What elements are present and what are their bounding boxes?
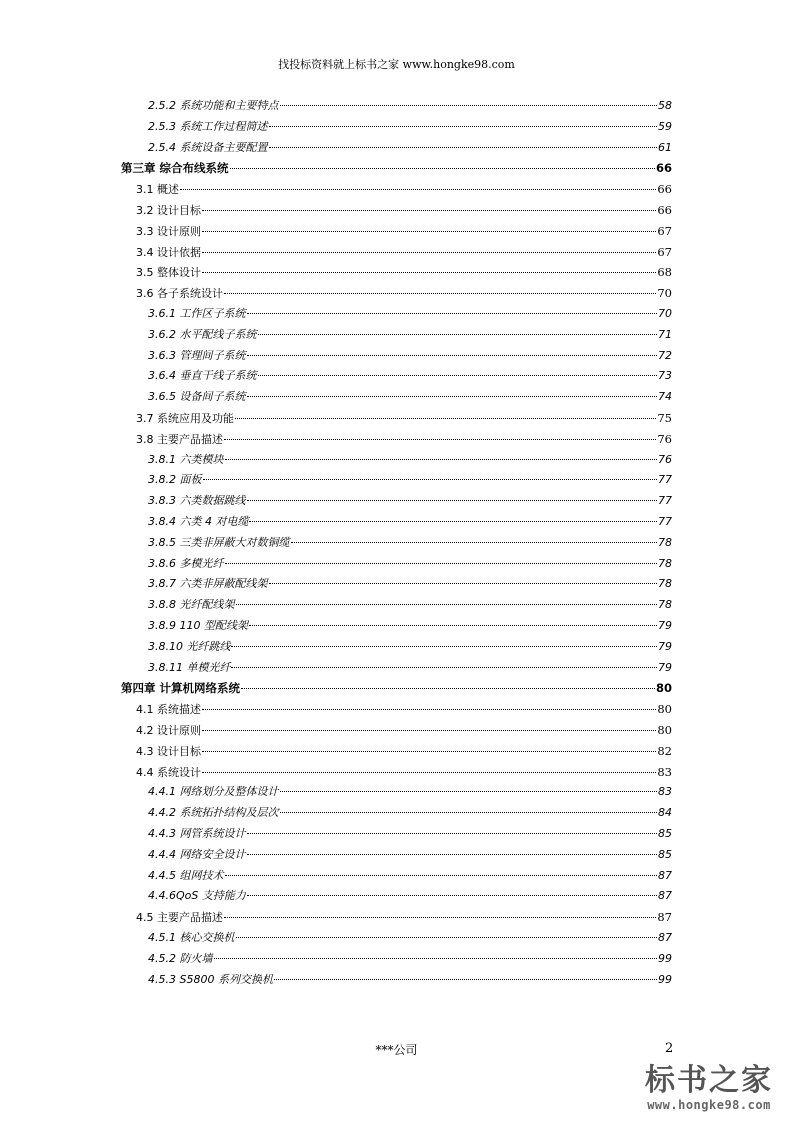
- footer-page-number: 2: [665, 1041, 674, 1056]
- toc-entry-label: 3.8.8 光纤配线架: [148, 598, 235, 612]
- toc-entry[interactable]: [148, 824, 672, 844]
- toc-leader-dots: [247, 354, 658, 356]
- toc-entry[interactable]: [148, 866, 672, 886]
- toc-entry-page: 87: [657, 910, 672, 925]
- toc-entry-label: 3.8.9 110 型配线架: [148, 619, 248, 632]
- toc-entry[interactable]: [148, 450, 672, 470]
- toc-entry[interactable]: [148, 782, 672, 802]
- toc-entry[interactable]: [148, 886, 672, 906]
- toc-entry-label: 3.6.5 设备间子系统: [148, 390, 246, 404]
- toc-entry-page: 85: [658, 827, 672, 840]
- toc-entry-page: 80: [657, 702, 672, 717]
- toc-entry[interactable]: [148, 470, 672, 490]
- toc-chapter-entry[interactable]: [121, 678, 672, 698]
- toc-entry[interactable]: [136, 242, 672, 262]
- toc-entry[interactable]: [136, 762, 672, 782]
- toc-leader-dots: [247, 395, 658, 397]
- watermark-logo: [628, 1064, 790, 1118]
- toc-leader-dots: [214, 957, 658, 959]
- toc-entry[interactable]: [148, 637, 672, 657]
- toc-entry-page: 85: [658, 847, 672, 861]
- toc-entry-label: 4.4.6QoS 支持能力: [148, 889, 246, 903]
- toc-entry-page: 67: [657, 244, 672, 259]
- toc-leader-dots: [247, 894, 657, 896]
- toc-entry-label: 3.8.7 六类非屏蔽配线架: [148, 577, 268, 591]
- toc-entry-label: 4.4.4 网络安全设计: [148, 847, 246, 861]
- toc-entry[interactable]: [148, 616, 672, 636]
- toc-entry-page: 87: [658, 931, 672, 944]
- toc-entry-page: 66: [655, 161, 672, 176]
- footer-company: ***公司: [375, 1043, 418, 1057]
- logo-title: 标书之家: [645, 1063, 773, 1098]
- toc-entry-page: 80: [655, 681, 672, 696]
- toc-entry-label: 3.8.6 多模光纤: [148, 556, 224, 570]
- toc-leader-dots: [203, 478, 658, 480]
- toc-leader-dots: [247, 832, 658, 834]
- toc-entry-label: 4.4.3 网管系统设计: [148, 827, 246, 840]
- toc-entry-page: 99: [658, 951, 672, 965]
- toc-entry-page: 78: [658, 556, 672, 570]
- toc-leader-dots: [249, 520, 657, 522]
- toc-leader-dots: [249, 624, 657, 626]
- toc-entry-label: 3.6 各子系统设计: [136, 287, 223, 301]
- toc-entry[interactable]: [148, 96, 672, 116]
- toc-leader-dots: [202, 750, 656, 752]
- toc-entry-label: 第四章 计算机网络系统: [121, 681, 241, 696]
- toc-entry[interactable]: [136, 221, 672, 241]
- toc-entry-label: 4.4.2 系统拓扑结构及层次: [148, 806, 279, 820]
- toc-leader-dots: [258, 374, 658, 376]
- toc-entry-page: 71: [658, 327, 672, 341]
- toc-entry-label: 3.6.4 垂直干线子系统: [148, 369, 257, 383]
- toc-leader-dots: [202, 708, 656, 710]
- toc-entry-label: 3.8.5 三类非屏蔽大对数铜缆: [148, 535, 290, 549]
- toc-entry-label: 3.3 设计原则: [136, 224, 201, 238]
- toc-entry[interactable]: [148, 595, 672, 615]
- toc-leader-dots: [225, 562, 658, 564]
- toc-entry-label: 2.5.3 系统工作过程简述: [148, 119, 268, 133]
- toc-entry[interactable]: [148, 928, 672, 948]
- toc-entry[interactable]: [136, 429, 672, 449]
- toc-entry-page: 75: [657, 411, 672, 425]
- toc-entry[interactable]: [136, 907, 672, 927]
- toc-entry-label: 第三章 综合布线系统: [121, 161, 229, 176]
- toc-entry-label: 3.6.3 管理间子系统: [148, 348, 246, 362]
- toc-entry[interactable]: [148, 554, 672, 574]
- toc-entry-page: 61: [658, 140, 672, 154]
- toc-entry-page: 78: [658, 535, 672, 549]
- toc-entry-label: 3.8.10 光纤跳线: [148, 639, 231, 653]
- toc-leader-dots: [291, 541, 658, 543]
- toc-entry-page: 84: [658, 806, 672, 820]
- toc-entry-page: 79: [658, 660, 672, 674]
- toc-entry-page: 82: [657, 743, 672, 758]
- toc-leader-dots: [202, 771, 656, 773]
- toc-leader-dots: [225, 458, 658, 460]
- toc-leader-dots: [202, 230, 656, 232]
- toc-leader-dots: [231, 666, 657, 668]
- toc-entry[interactable]: [148, 970, 672, 990]
- toc-leader-dots: [269, 146, 658, 148]
- toc-leader-dots: [231, 645, 657, 647]
- toc-leader-dots: [247, 853, 658, 855]
- toc-leader-dots: [202, 271, 656, 273]
- toc-entry-label: 3.1 概述: [136, 183, 179, 197]
- toc-entry[interactable]: [148, 304, 672, 324]
- toc-entry[interactable]: [136, 741, 672, 761]
- toc-entry-label: 3.7 系统应用及功能: [136, 412, 234, 425]
- toc-leader-dots: [225, 874, 658, 876]
- toc-entry-page: 66: [657, 182, 672, 197]
- toc-entry-label: 4.1 系统描述: [136, 703, 201, 717]
- logo-url: www.hongke98.com: [647, 1098, 771, 1112]
- toc-leader-dots: [280, 811, 658, 813]
- toc-entry[interactable]: [148, 138, 672, 158]
- toc-entry-label: 4.5 主要产品描述: [136, 911, 223, 925]
- toc-leader-dots: [269, 582, 658, 584]
- toc-entry[interactable]: [136, 699, 672, 719]
- toc-leader-dots: [269, 125, 658, 127]
- toc-entry-label: 4.2 设计原则: [136, 724, 201, 737]
- toc-leader-dots: [236, 936, 658, 938]
- toc-entry-label: 3.8.3 六类数据跳线: [148, 494, 246, 508]
- toc-entry[interactable]: [136, 408, 672, 428]
- toc-entry[interactable]: [148, 346, 672, 366]
- toc-entry[interactable]: [148, 117, 672, 137]
- toc-leader-dots: [241, 687, 655, 689]
- toc-entry-page: 73: [658, 369, 672, 383]
- toc-leader-dots: [258, 333, 658, 335]
- toc-entry-page: 70: [657, 286, 672, 301]
- toc-entry[interactable]: [148, 803, 672, 823]
- toc-entry-label: 4.5.3 S5800 系列交换机: [148, 972, 273, 986]
- toc-entry-label: 4.5.2 防火墙: [148, 951, 213, 965]
- toc-leader-dots: [247, 312, 658, 314]
- toc-entry[interactable]: [136, 200, 672, 220]
- toc-leader-dots: [224, 438, 656, 440]
- toc-entry-page: 78: [658, 598, 672, 612]
- toc-entry[interactable]: [136, 283, 672, 303]
- toc-entry-label: 3.8.4 六类 4 对电缆: [148, 515, 249, 528]
- toc-entry-page: 87: [658, 868, 672, 882]
- toc-leader-dots: [235, 417, 656, 419]
- toc-entry-label: 3.4 设计依据: [136, 245, 201, 259]
- toc-leader-dots: [224, 292, 656, 294]
- toc-entry-page: 87: [658, 889, 672, 903]
- toc-entry-page: 58: [658, 99, 672, 112]
- toc-leader-dots: [202, 251, 656, 253]
- toc-entry-label: 3.8 主要产品描述: [136, 432, 223, 446]
- toc-leader-dots: [280, 104, 658, 106]
- toc-entry-page: 59: [658, 119, 672, 133]
- toc-entry[interactable]: [136, 262, 672, 282]
- toc-entry-page: 76: [658, 452, 672, 466]
- toc-leader-dots: [274, 978, 657, 980]
- toc-entry-page: 77: [658, 515, 672, 528]
- toc-entry[interactable]: [148, 574, 672, 594]
- toc-entry[interactable]: [148, 949, 672, 969]
- toc-entry-page: 70: [658, 307, 672, 320]
- toc-entry-page: 74: [658, 390, 672, 404]
- toc-entry-page: 80: [657, 723, 672, 737]
- toc-entry-label: 3.6.1 工作区子系统: [148, 307, 246, 320]
- toc-entry[interactable]: [148, 491, 672, 511]
- toc-entry-page: 77: [658, 494, 672, 508]
- toc-entry-label: 4.3 设计目标: [136, 744, 201, 758]
- toc-entry-label: 2.5.4 系统设备主要配置: [148, 140, 268, 154]
- toc-entry-label: 4.5.1 核心交换机: [148, 931, 235, 944]
- toc-entry-page: 68: [657, 265, 672, 280]
- toc-entry-label: 4.4.5 组网技术: [148, 868, 224, 882]
- toc-entry-page: 77: [658, 473, 672, 487]
- toc-leader-dots: [247, 499, 658, 501]
- toc-entry-label: 3.6.2 水平配线子系统: [148, 327, 257, 341]
- page-header: 找投标资料就上标书之家 www.hongke98.com: [278, 58, 515, 71]
- toc-entry-label: 3.8.11 单模光纤: [148, 660, 231, 674]
- toc-leader-dots: [180, 188, 656, 190]
- toc-entry-label: 3.8.1 六类模块: [148, 452, 224, 466]
- toc-entry[interactable]: [148, 366, 672, 386]
- toc-entry[interactable]: [136, 179, 672, 199]
- toc-entry-page: 76: [657, 431, 672, 446]
- toc-leader-dots: [224, 916, 656, 918]
- toc-entry-label: 4.4.1 网络划分及整体设计: [148, 785, 279, 799]
- toc-leader-dots: [236, 603, 658, 605]
- toc-entry[interactable]: [136, 720, 672, 740]
- toc-entry-page: 83: [658, 785, 672, 799]
- toc-entry-page: 99: [658, 972, 672, 986]
- toc-entry-label: 2.5.2 系统功能和主要特点: [148, 99, 279, 112]
- toc-leader-dots: [202, 729, 656, 731]
- toc-entry[interactable]: [148, 387, 672, 407]
- toc-entry-label: 3.5 整体设计: [136, 266, 201, 280]
- toc-entry-page: 79: [658, 639, 672, 653]
- toc-entry-label: 4.4 系统设计: [136, 765, 201, 779]
- toc-entry-page: 67: [657, 223, 672, 238]
- toc-entry-page: 72: [658, 348, 672, 362]
- toc-entry[interactable]: [148, 325, 672, 345]
- toc-entry-page: 79: [658, 619, 672, 632]
- toc-entry-page: 66: [657, 203, 672, 217]
- toc-entry[interactable]: [148, 658, 672, 678]
- toc-leader-dots: [202, 209, 656, 211]
- toc-leader-dots: [280, 790, 658, 792]
- toc-entry-page: 83: [657, 764, 672, 779]
- toc-entry[interactable]: [148, 845, 672, 865]
- toc-chapter-entry[interactable]: [121, 158, 672, 178]
- toc-entry-label: 3.8.2 面板: [148, 473, 202, 487]
- toc-leader-dots: [230, 167, 655, 169]
- toc-entry-label: 3.2 设计目标: [136, 204, 201, 217]
- toc-entry[interactable]: [148, 533, 672, 553]
- toc-entry-page: 78: [658, 577, 672, 591]
- toc-entry[interactable]: [148, 512, 672, 532]
